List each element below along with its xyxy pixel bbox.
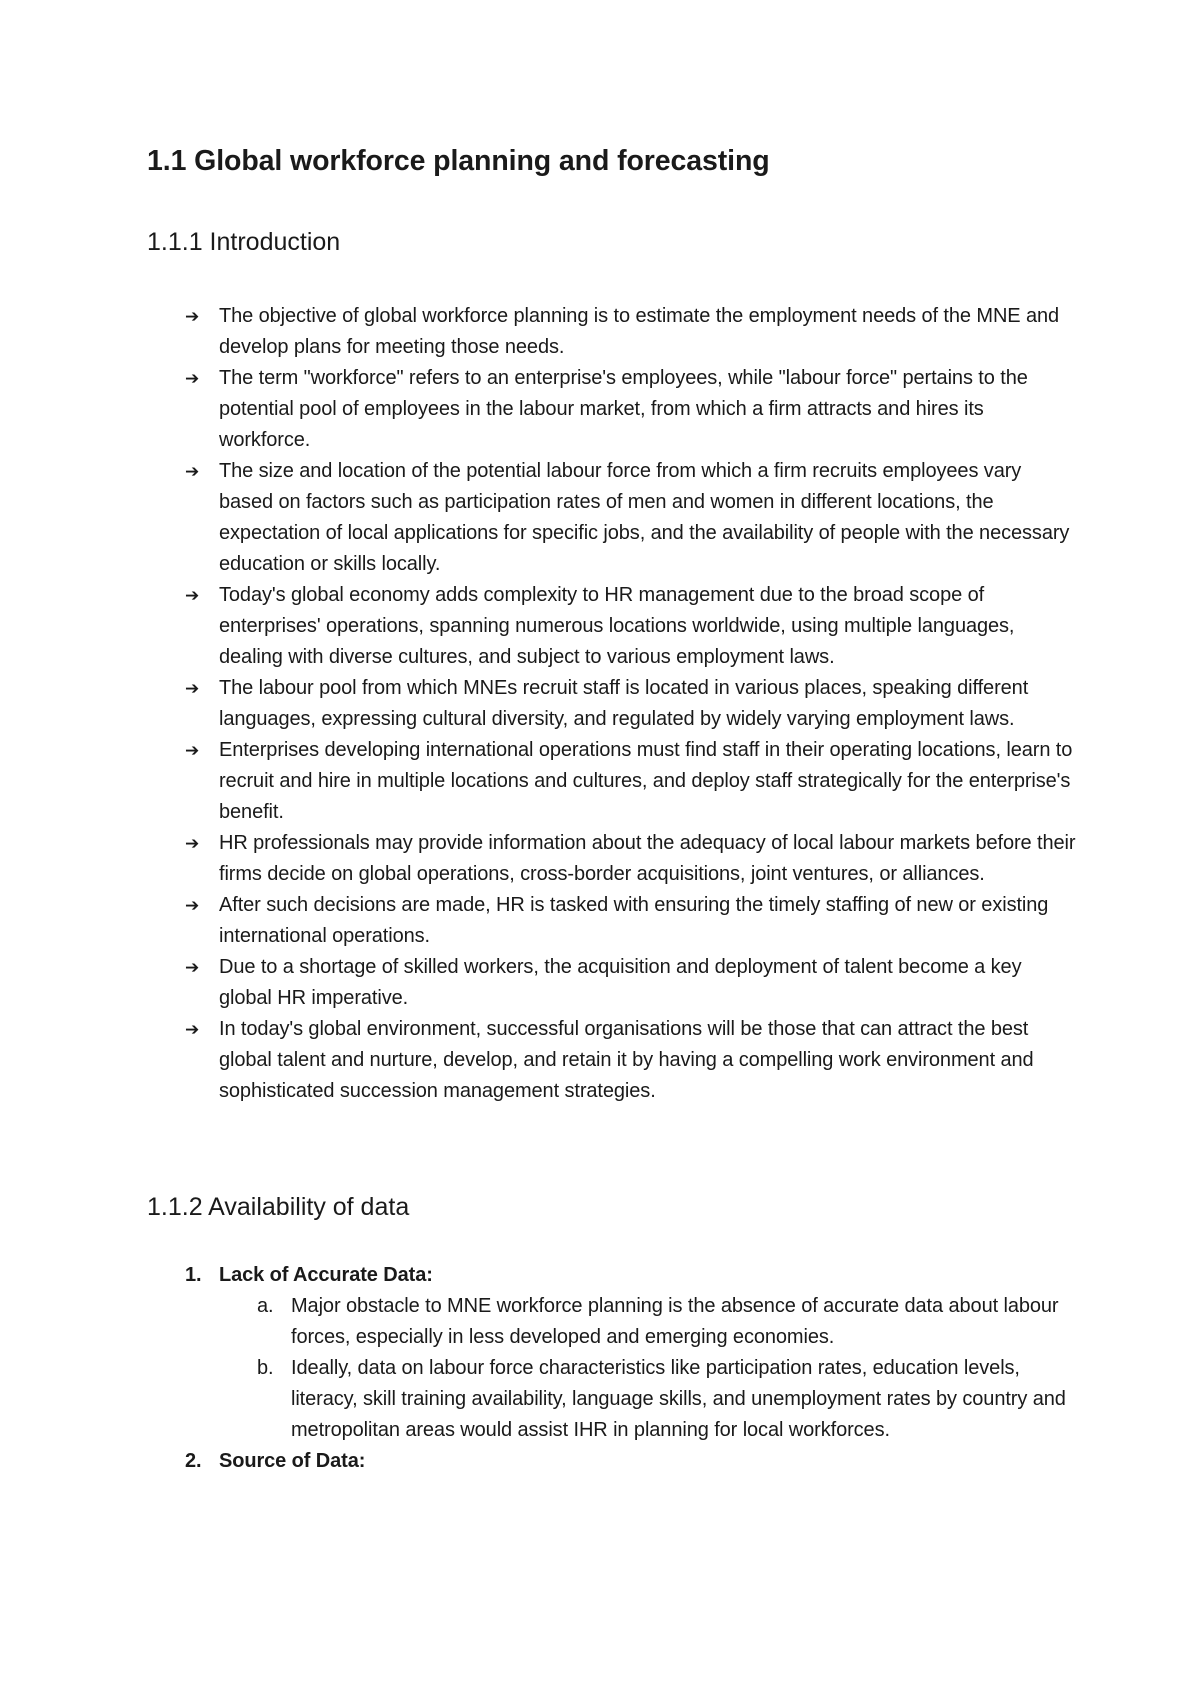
arrow-bullet-icon: ➔ — [185, 679, 200, 698]
arrow-bullet-icon: ➔ — [185, 958, 200, 977]
list-item — [147, 456, 1077, 580]
arrow-bullet-icon: ➔ — [185, 741, 200, 760]
section-introduction-heading: 1.1.1 Introduction — [147, 228, 341, 256]
item-number: 2. — [185, 1450, 202, 1472]
list-item — [147, 580, 1077, 673]
list-item — [147, 828, 1077, 890]
bullet-text: After such decisions are made, HR is tasked with ensuring the timely staffing of new or existing international operations. — [219, 894, 1049, 947]
numbered-item — [147, 1446, 1077, 1477]
availability-numbered-list — [147, 1260, 1077, 1477]
bullet-text: The term "workforce" refers to an enterprise's employees, while "labour force" pertains to the potential pool of employees in the labour market, from which a firm attracts and hires its workforce. — [219, 367, 1028, 451]
list-item — [147, 363, 1077, 456]
arrow-bullet-icon: ➔ — [185, 586, 200, 605]
bullet-text: In today's global environment, successful organisations will be those that can attract the best global talent and nurture, develop, and retain it by having a compelling work environment and sophisticated succession management strategies. — [219, 1018, 1034, 1102]
bullet-text: Due to a shortage of skilled workers, the acquisition and deployment of talent become a key global HR imperative. — [219, 956, 1022, 1009]
arrow-bullet-icon: ➔ — [185, 1020, 200, 1039]
list-item — [147, 301, 1077, 363]
bullet-text: The labour pool from which MNEs recruit staff is located in various places, speaking different languages, expressing cultural diversity, and regulated by widely varying employment laws. — [219, 677, 1029, 730]
bullet-text: Enterprises developing international operations must find staff in their operating locations, learn to recruit and hire in multiple locations and cultures, and deploy staff strategically for the enterprise's benefit. — [219, 739, 1073, 823]
sub-item-letter: a. — [257, 1295, 274, 1317]
bullet-text: The size and location of the potential labour force from which a firm recruits employees vary based on factors such as participation rates of men and women in different locations, the expectation of local applications for specific jobs, and the availability of people with the necessary education or skills locally. — [219, 460, 1070, 575]
list-item — [147, 952, 1077, 1014]
arrow-bullet-icon: ➔ — [185, 307, 200, 326]
item-title: Lack of Accurate Data: — [219, 1264, 433, 1286]
numbered-item — [147, 1260, 1077, 1446]
sub-list-item — [219, 1353, 1077, 1446]
sub-item-letter: b. — [257, 1357, 274, 1379]
arrow-bullet-icon: ➔ — [185, 834, 200, 853]
item-number: 1. — [185, 1264, 202, 1286]
arrow-bullet-icon: ➔ — [185, 369, 200, 388]
arrow-bullet-icon: ➔ — [185, 462, 200, 481]
item-title: Source of Data: — [219, 1450, 366, 1472]
sub-list — [219, 1291, 1077, 1446]
list-item — [147, 890, 1077, 952]
arrow-bullet-icon: ➔ — [185, 896, 200, 915]
bullet-text: HR professionals may provide information about the adequacy of local labour markets before their firms decide on global operations, cross-border acquisitions, joint ventures, or alliances. — [219, 832, 1076, 885]
list-item — [147, 735, 1077, 828]
bullet-text: The objective of global workforce planning is to estimate the employment needs of the MNE and develop plans for meeting those needs. — [219, 305, 1060, 358]
section-availability-heading: 1.1.2 Availability of data — [147, 1193, 410, 1221]
sub-item-text: Ideally, data on labour force characteristics like participation rates, education levels, literacy, skill training availability, language skills, and unemployment rates by country and metropolitan areas would assist IHR in planning for local workforces. — [291, 1357, 1066, 1441]
introduction-bullet-list — [147, 301, 1077, 1107]
list-item — [147, 1014, 1077, 1107]
list-item — [147, 673, 1077, 735]
page-title: 1.1 Global workforce planning and forecasting — [147, 145, 770, 177]
sub-item-text: Major obstacle to MNE workforce planning is the absence of accurate data about labour forces, especially in less developed and emerging economies. — [291, 1295, 1059, 1348]
bullet-text: Today's global economy adds complexity to HR management due to the broad scope of enterprises' operations, spanning numerous locations worldwide, using multiple languages, dealing with diverse cultures, and subject to various employment laws. — [219, 584, 1015, 668]
sub-list-item — [219, 1291, 1077, 1353]
